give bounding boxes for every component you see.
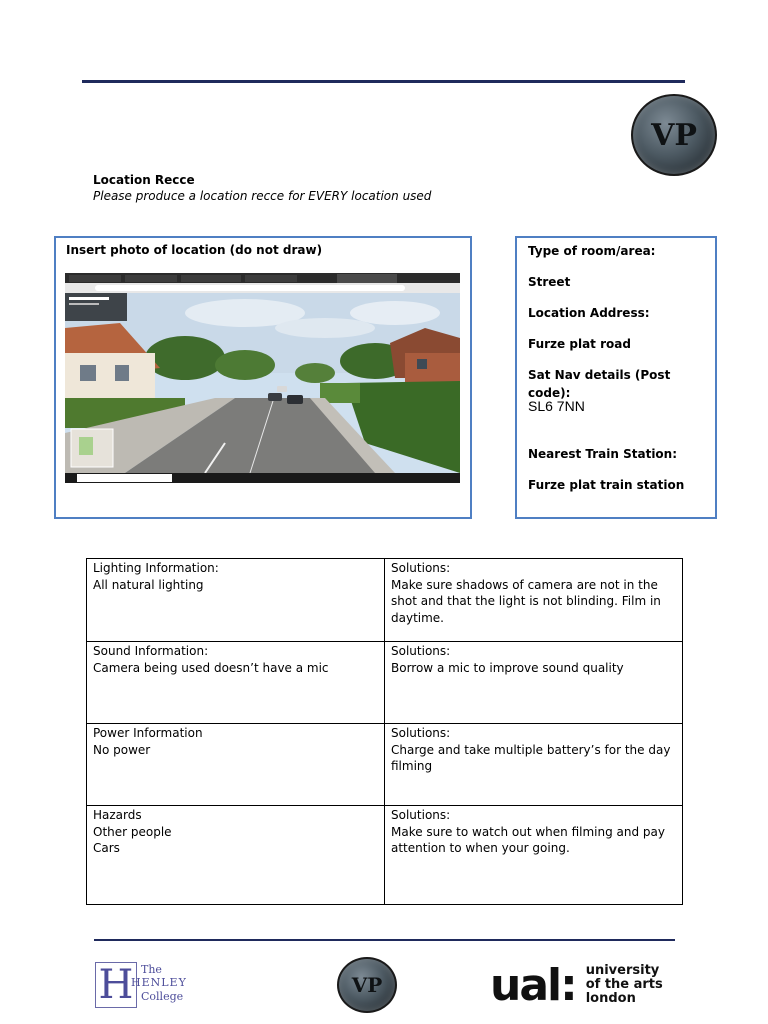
- henley-text-line3: College: [141, 990, 184, 1003]
- solution-text: Charge and take multiple battery’s for the day filming: [391, 742, 671, 773]
- henley-text-line2: HENLEY: [131, 976, 187, 989]
- vp-logo-text: VP: [651, 117, 697, 153]
- ual-line-2: of the arts: [585, 977, 663, 992]
- info-cell: [87, 724, 385, 806]
- footer-rule: [94, 939, 675, 941]
- address-label: Location Address:: [528, 306, 650, 320]
- table-row: [87, 559, 683, 642]
- henley-monogram: H: [95, 962, 137, 1008]
- page-subtitle: Please produce a location recce for EVERY location used: [93, 189, 432, 203]
- solution-heading: Solutions:: [391, 808, 451, 822]
- info-line: Cars: [93, 841, 120, 855]
- solution-text: Borrow a mic to improve sound quality: [391, 660, 624, 675]
- henley-college-logo: [95, 962, 195, 1008]
- address-value: Furze plat road: [528, 337, 631, 351]
- solution-cell: [385, 642, 683, 724]
- ual-logo: [490, 959, 663, 1011]
- solution-cell: [385, 806, 683, 905]
- train-station-label: Nearest Train Station:: [528, 447, 678, 461]
- room-type-label: Type of room/area:: [528, 244, 656, 258]
- vp-logo: [631, 94, 717, 176]
- recce-table: [86, 558, 683, 905]
- info-heading: Sound Information:: [93, 644, 209, 658]
- photo-panel-label: Insert photo of location (do not draw): [66, 243, 323, 257]
- solution-cell: [385, 724, 683, 806]
- location-photo: [65, 273, 460, 483]
- ual-mark: ual:: [490, 959, 576, 1011]
- info-line: Camera being used doesn’t have a mic: [93, 660, 329, 675]
- solution-text: Make sure to watch out when filming and pay attention to when your going.: [391, 824, 666, 855]
- street-view-screenshot: [65, 273, 460, 483]
- ual-line-3: london: [585, 991, 636, 1006]
- info-line: No power: [93, 742, 151, 757]
- table-row: [87, 724, 683, 806]
- info-cell: [87, 642, 385, 724]
- solution-text: Make sure shadows of camera are not in the shot and that the light is not blinding. Film in daytime.: [391, 577, 661, 625]
- solution-heading: Solutions:: [391, 726, 451, 740]
- ual-wordmark: [586, 964, 663, 1006]
- solution-heading: Solutions:: [391, 644, 451, 658]
- info-cell: [87, 806, 385, 905]
- table-row: [87, 806, 683, 905]
- info-cell: [87, 559, 385, 642]
- recce-table-body: [87, 559, 683, 905]
- info-line: All natural lighting: [93, 577, 204, 592]
- info-heading: Power Information: [93, 726, 203, 740]
- postcode-value: SL6 7NN: [528, 398, 585, 414]
- ual-line-1: university: [585, 963, 660, 978]
- satnav-label: Sat Nav details (Post code):: [528, 368, 671, 400]
- info-heading: Lighting Information:: [93, 561, 219, 575]
- info-list: [528, 242, 707, 507]
- info-heading: Hazards: [93, 808, 142, 822]
- vp-logo-footer: [337, 957, 397, 1013]
- table-row: [87, 642, 683, 724]
- solution-cell: [385, 559, 683, 642]
- vp-logo-footer-text: VP: [351, 973, 383, 997]
- train-station-value: Furze plat train station: [528, 478, 685, 492]
- info-panel: [515, 236, 717, 519]
- page-title: Location Recce: [93, 173, 195, 187]
- info-line: Other people: [93, 824, 172, 839]
- header-rule: [82, 80, 685, 83]
- room-type-value: Street: [528, 275, 571, 289]
- solution-heading: Solutions:: [391, 561, 451, 575]
- henley-text-line1: The: [141, 963, 162, 976]
